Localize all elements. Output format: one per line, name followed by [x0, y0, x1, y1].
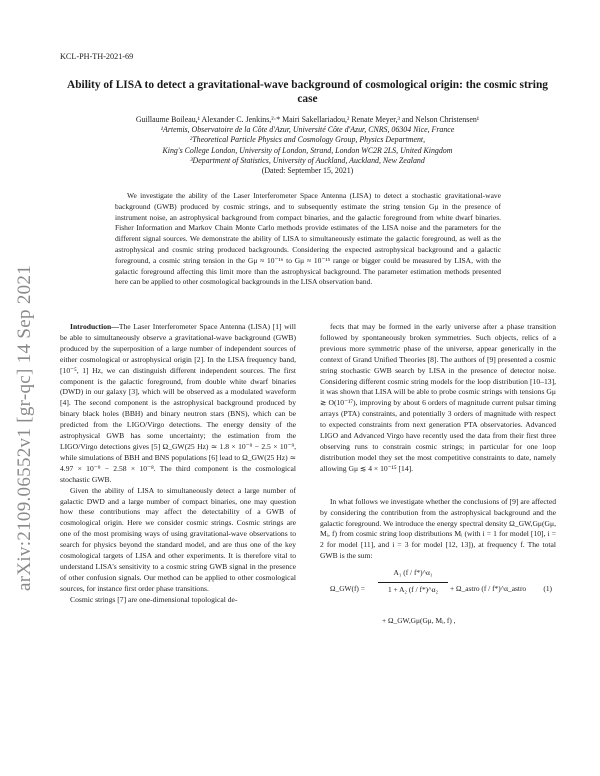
abstract: We investigate the ability of the Laser Interferometer Space Antenna (LISA) to detect a stochastic gravitational-wave background (GWB) produced by cosmic strings, and to subsequently estimate the string tension Gμ in the presence of instrument noise, an astrophysical background from compact binaries, and the galactic foreground from white dwarf binaries. Fisher Information and Markov Chain Monte Carlo methods provide estimates of the LISA noise and the parameters for the different signal sources. We demonstrate the ability of LISA to simultaneously estimate the galactic foreground, as well as the astrophysical and cosmic string produced backgrounds. Considering the expected astrophysical background and a galactic foreground, a cosmic string tension in the Gμ ≈ 10⁻¹⁶ to Gμ ≈ 10⁻¹⁵ range or bigger could be measured by LISA, with the galactic foreground affecting this limit more than the astrophysical background. The parameter estimation methods presented here can be applied to other cosmological backgrounds in the LISA observation band.: [115, 191, 501, 287]
equation-number: (1): [543, 584, 552, 594]
intro-paragraph-1-text: The Laser Interferometer Space Antenna (LISA) [1] will be able to simultaneously observe a gravitational-wave background (GWB) produced by the superposition of a large number of independent sources of either cosmological or astrophysical origin [2]. In the LISA frequency band, [10⁻⁵, 1] Hz, we can distinguish different independent sources. The first component is the galactic foreground, from double white dwarf binaries (DWD) in our galaxy [3], which will be observed as a modulated waveform [4]. The second component is the astrophysical background produced by binary black holes (BBH) and binary neutron stars (BNS), which can be predicted from the LIGO/Virgo detections. The energy density of the astrophysical GWB has some uncertainty; the estimation from the LIGO/Virgo detections gives [5] Ω_GW(25 Hz) ≃ 1.8 × 10⁻⁹ − 2.5 × 10⁻⁹, while simulations of BBH and BNS populations [6] lead to Ω_GW(25 Hz) ≃ 4.97 × 10⁻⁹ − 2.58 × 10⁻⁸. The third component is the cosmological stochastic GWB.: [60, 322, 296, 484]
equation-denominator: 1 + A₂ (f / f*)^α₂: [387, 585, 439, 595]
equation-1: [320, 568, 556, 630]
author-list: Guillaume Boileau,¹ Alexander C. Jenkins,²·* Mairi Sakellariadou,² Renate Meyer,³ and Nelson Christensen¹: [135, 115, 480, 124]
paper-title: Ability of LISA to detect a gravitational-wave background of cosmological origin: the cosmic string case: [66, 79, 548, 105]
affiliation-2b: King's College London, University of London, Strand, London WC2R 2LS, United Kingdom: [162, 145, 453, 155]
dated-line: (Dated: September 15, 2021): [261, 166, 354, 176]
right-paragraph-2: In what follows we investigate whether the conclusions of [9] are affected by considering the contribution from the astrophysical background and the galactic foreground. We introduce the energy spectral density Ω_GW,Gμ(Gμ, Mᵢ, f) from cosmic string loop distributions Mᵢ (with i = 1 for model [10], i = 2 for model [11], and i = 3 for model [12, 13]), at frequency f. The total GWB is the sum:: [320, 496, 556, 561]
affiliation-2a: ²Theoretical Particle Physics and Cosmology Group, Physics Department,: [189, 135, 426, 145]
report-number: KCL-PH-TH-2021-69: [60, 52, 134, 61]
intro-paragraph-2: Given the ability of LISA to simultaneously detect a large number of galactic DWD and a large number of compact binaries, one may question how these contributions may affect the detectability of a GWB of cosmological origin. Here we consider cosmic strings. Cosmic strings are one of the most promising ways of using gravitational-wave observations to search for physics beyond the standard model, and are thus one of the key cosmological targets of LISA and other experiments. It is therefore vital to understand LISA's sensitivity to a cosmic string GWB signal in the presence of other confusion signals. Our method can be applied to other cosmological sources, for instance first order phase transitions.: [60, 485, 296, 593]
affiliation-1: ¹Artemis, Observatoire de la Côte d'Azur, Université Côte d'Azur, CNRS, 06304 Nice, France: [160, 125, 455, 135]
affiliation-3: ³Department of Statistics, University of Auckland, Auckland, New Zealand: [190, 155, 425, 165]
equation-lhs: Ω_GW(f) =: [330, 584, 365, 594]
right-paragraph-1: fects that may be formed in the early universe after a phase transition followed by spontaneously broken symmetries. Such objects, relics of a previous more symmetric phase of the universe, appear generically in the context of Grand Unified Theories [8]. The authors of [9] presented a cosmic string stochastic GWB search by LISA in the presence of detector noise. Considering different cosmic string models for the loop distribution [10–13], it was shown that LISA will be able to probe cosmic strings with tensions Gμ ≳ O(10⁻¹⁷), improving by about 6 orders of magnitude current pulsar timing arrays (PTA) constraints, and potentially 3 orders of magnitude with respect to expected constraints from next generation PTA observatories. Advanced LIGO and Advanced Virgo have recently used the data from their first three observing runs to constrain cosmic strings; in particular for one loop distribution model they set the most competitive constraints to date, namely allowing Gμ ≲ 4 × 10⁻¹⁵ [14].: [320, 322, 556, 473]
arxiv-id-text: arXiv:2109.06552v1 [gr-qc] 14 Sep 2021: [14, 264, 35, 592]
intro-paragraph-1: [60, 322, 296, 486]
intro-heading: Introduction—: [70, 322, 119, 331]
intro-paragraph-3: Cosmic strings [7] are one-dimensional topological de-: [70, 594, 238, 604]
arxiv-identifier-stamp: [10, 248, 40, 608]
equation-cosmic-string-term: + Ω_GW,Gμ(Gμ, Mᵢ, f) ,: [382, 616, 456, 626]
equation-astro-term: + Ω_astro (f / f*)^α_astro: [450, 584, 527, 594]
equation-numerator: A₁ (f / f*)^α₁: [378, 568, 448, 583]
author-block: [60, 115, 555, 176]
body-left-column: [60, 322, 296, 606]
body-right-column: [320, 322, 556, 630]
equation-fraction: [378, 568, 448, 596]
